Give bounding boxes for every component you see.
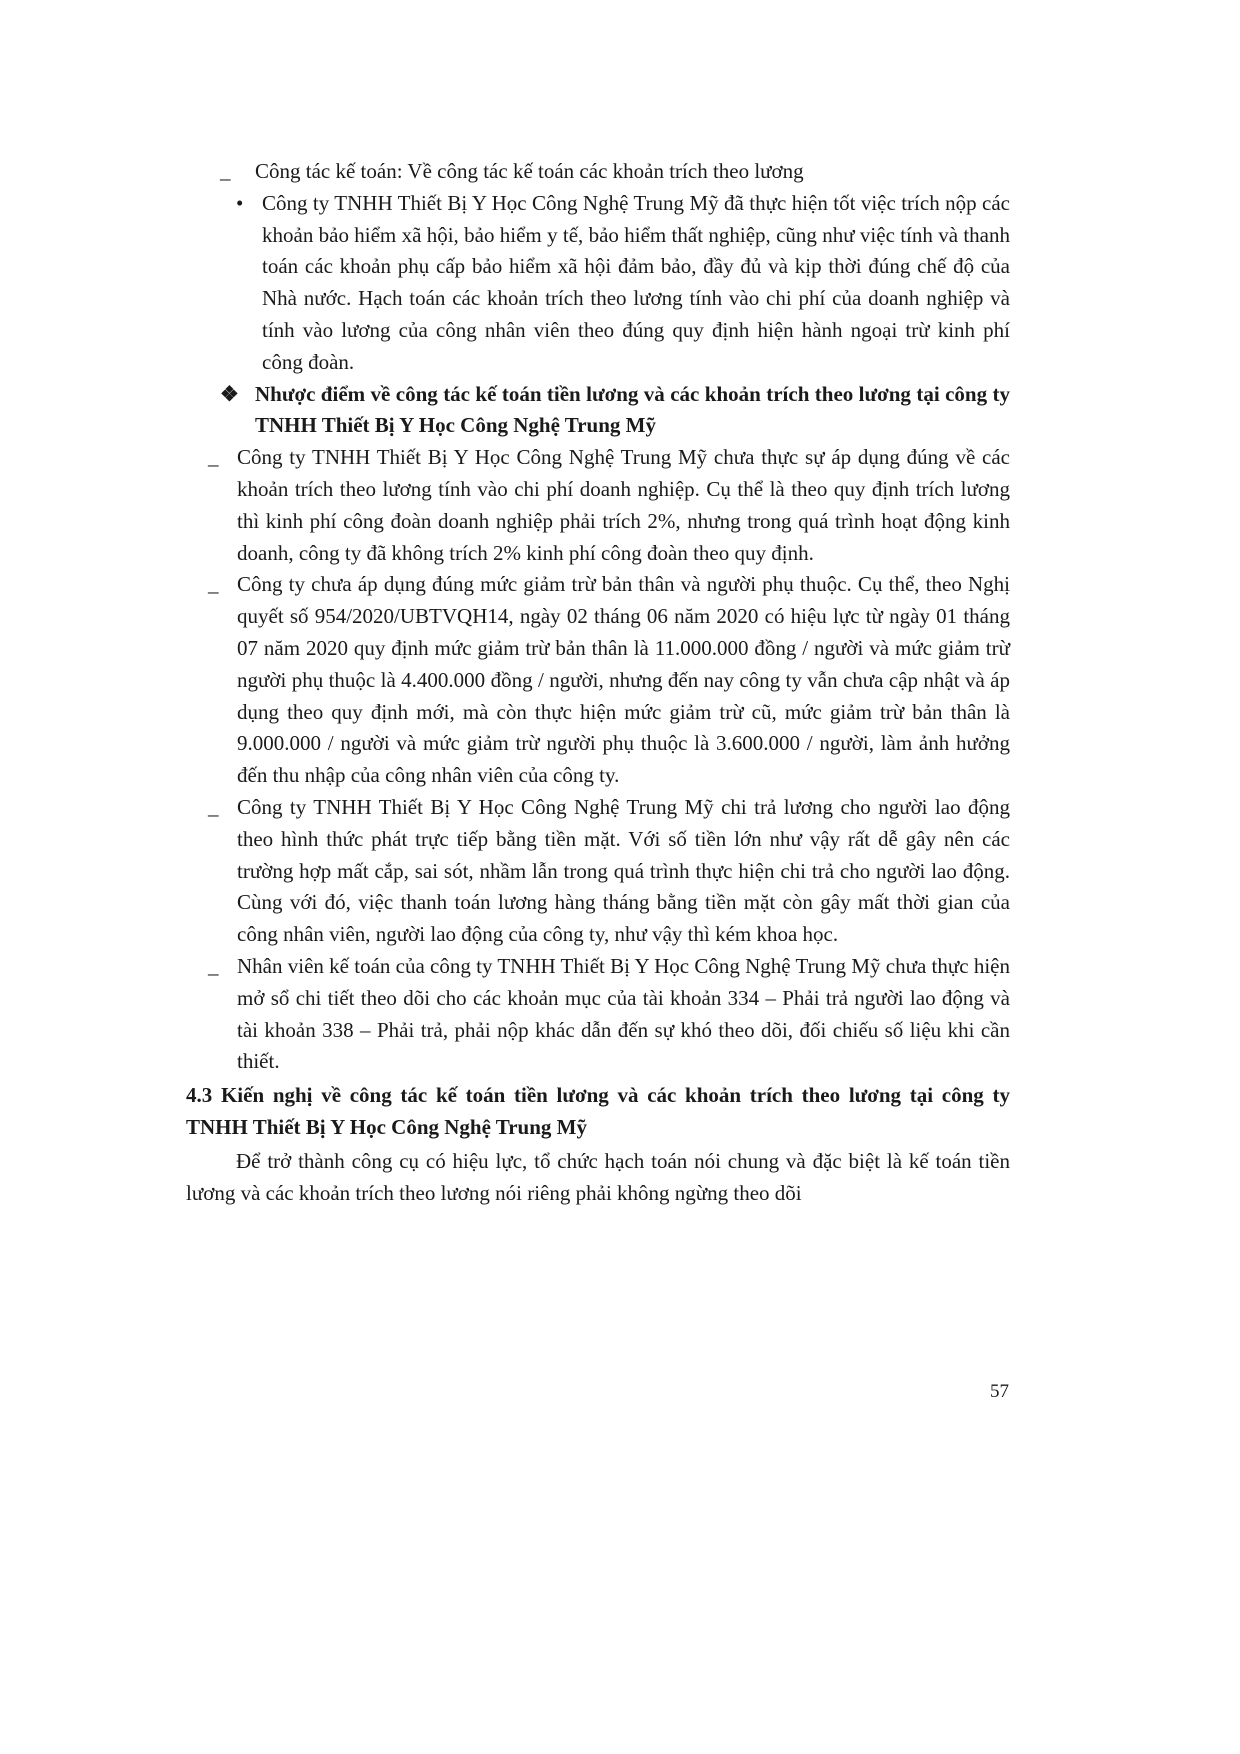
page-content <box>186 156 1010 1209</box>
paragraph: Để trở thành công cụ có hiệu lực, tổ chức hạch toán nói chung và đặc biệt là kế toán tiền lương và các khoản trích theo lương nói riêng phải không ngừng theo dõi <box>186 1148 1010 1205</box>
list-item-text: Công ty TNHH Thiết Bị Y Học Công Nghệ Trung Mỹ chi trả lương cho người lao động theo hình thức phát trực tiếp bằng tiền mặt. Với số tiền lớn như vậy rất dễ gây nên các trường hợp mất cắp, sai sót, nhầm lẫn trong quá trình thực hiện chi trả cho người lao động. Cùng với đó, việc thanh toán lương hàng tháng bằng tiền mặt còn gây mất thời gian của công nhân viên, người lao động của công ty, như vậy thì kém khoa học. <box>237 794 1010 947</box>
list-item-text: Nhân viên kế toán của công ty TNHH Thiết Bị Y Học Công Nghệ Trung Mỹ chưa thực hiện mở sổ chi tiết theo dõi cho các khoản mục của tài khoản 334 – Phải trả người lao động và tài khoản 338 – Phải trả, phải nộp khác dẫn đến sự khó theo dõi, đối chiếu số liệu khi cần thiết. <box>237 953 1010 1074</box>
list-item-text: Công tác kế toán: Về công tác kế toán các khoản trích theo lương <box>255 159 804 183</box>
list-item <box>186 569 1010 792</box>
list-item <box>186 951 1010 1078</box>
dash-list-marker: _ <box>208 445 219 470</box>
section-heading: 4.3 Kiến nghị về công tác kế toán tiền lương và các khoản trích theo lương tại công ty TNHH Thiết Bị Y Học Công Nghệ Trung Mỹ <box>186 1083 1010 1139</box>
list-item <box>186 792 1010 951</box>
list-item-text: Công ty TNHH Thiết Bị Y Học Công Nghệ Trung Mỹ đã thực hiện tốt việc trích nộp các khoản bảo hiểm xã hội, bảo hiểm y tế, bảo hiểm thất nghiệp, cũng như việc tính và thanh toán các khoản phụ cấp bảo hiểm xã hội đảm bảo, đầy đủ và kịp thời đúng chế độ của Nhà nước. Hạch toán các khoản trích theo lương tính vào chi phí của doanh nghiệp và tính vào lương của công nhân viên theo đúng quy định hiện hành ngoại trừ kinh phí công đoàn. <box>262 190 1010 374</box>
list-item-text: Công ty chưa áp dụng đúng mức giảm trừ bản thân và người phụ thuộc. Cụ thể, theo Nghị quyết số 954/2020/UBTVQH14, ngày 02 tháng 06 năm 2020 có hiệu lực từ ngày 01 tháng 07 năm 2020 quy định mức giảm trừ bản thân là 11.000.000 đồng / người và mức giảm trừ người phụ thuộc là 4.400.000 đồng / người, nhưng đến nay công ty vẫn chưa cập nhật và áp dụng theo quy định mới, mà còn thực hiện mức giảm trừ cũ, mức giảm trừ bản thân là 9.000.000 / người và mức giảm trừ người phụ thuộc là 3.600.000 / người, làm ảnh hưởng đến thu nhập của công nhân viên của công ty. <box>237 572 1010 788</box>
dash-list-marker: _ <box>208 794 219 819</box>
subheading-text: Nhược điểm về công tác kế toán tiền lương và các khoản trích theo lương tại công ty TNHH Thiết Bị Y Học Công Nghệ Trung Mỹ <box>255 381 1010 438</box>
diamond-list-marker: ❖ <box>220 381 239 406</box>
dash-list-marker: _ <box>220 159 231 183</box>
list-item <box>186 156 1010 188</box>
list-item <box>186 188 1010 379</box>
page-number: 57 <box>990 1381 1009 1402</box>
list-item <box>186 442 1010 569</box>
list-item-text: Công ty TNHH Thiết Bị Y Học Công Nghệ Trung Mỹ chưa thực sự áp dụng đúng về các khoản trích theo lương tính vào chi phí doanh nghiệp. Cụ thể là theo quy định trích lương thì kinh phí công đoàn doanh nghiệp phải trích 2%, nhưng trong quá trình hoạt động kinh doanh, công ty đã không trích 2% kinh phí công đoàn theo quy định. <box>237 445 1010 565</box>
dash-list-marker: _ <box>208 953 219 978</box>
dash-list-marker: _ <box>208 572 219 597</box>
list-item-subheading <box>186 379 1010 443</box>
bullet-list-marker: • <box>236 190 244 215</box>
